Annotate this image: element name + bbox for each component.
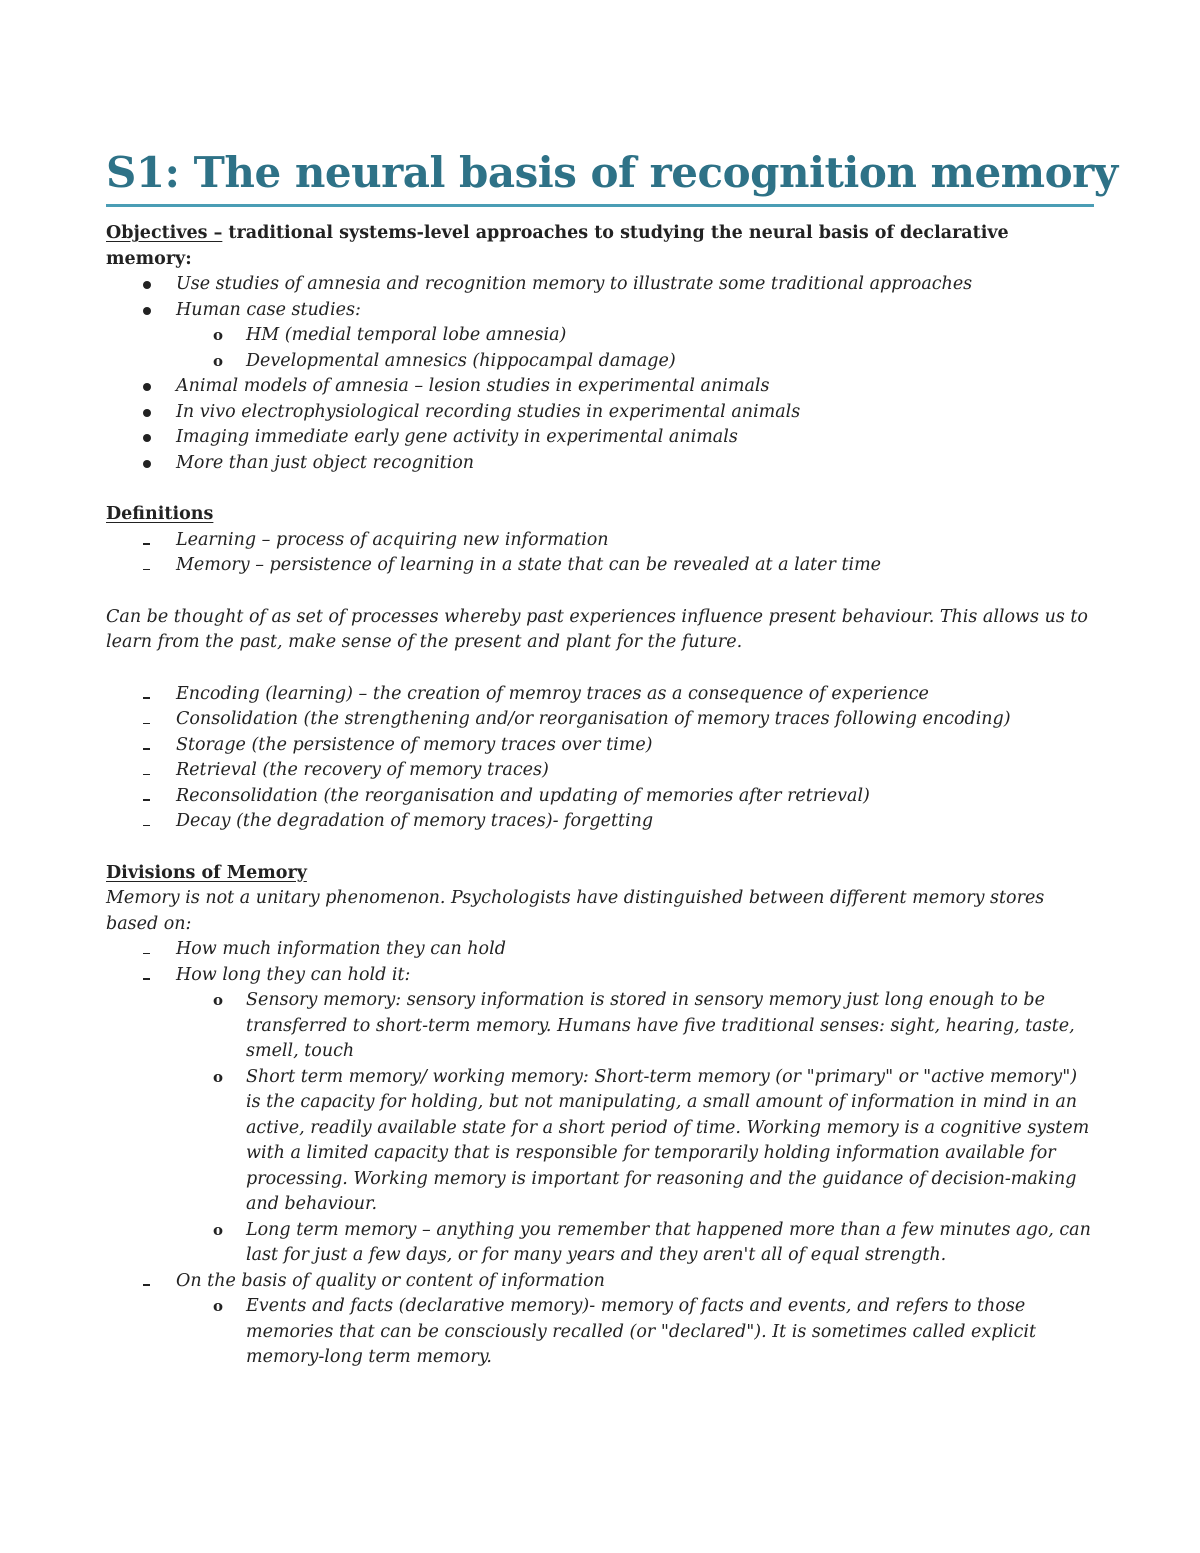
title-underline-rule (106, 204, 1094, 207)
case-studies-list (176, 323, 1096, 374)
list-item: Imaging immediate early gene activity in experimental animals (176, 425, 1096, 451)
definitions-heading: Definitions (106, 504, 214, 524)
definitions-paragraph: Can be thought of as set of processes whereby past experiences influence present behaviour. This allows us to learn from the past, make sense of the present and plant for the future. (106, 606, 1088, 652)
list-item: How much information they can hold (176, 937, 1096, 963)
memory-processes-list (106, 682, 1096, 835)
dash-icon (143, 825, 150, 827)
list-item: Consolidation (the strengthening and/or reorganisation of memory traces following encoding) (176, 707, 1096, 733)
document-body (106, 221, 1096, 1371)
duration-sublist (176, 988, 1096, 1269)
list-item: More than just object recognition (176, 451, 1096, 477)
list-item: Retrieval (the recovery of memory traces) (176, 758, 1096, 784)
list-item: Decay (the degradation of memory traces)- forgetting (176, 809, 1096, 835)
objectives-list (106, 272, 1096, 476)
bullet-icon (143, 434, 151, 442)
sub-bullet-icon: o (213, 351, 224, 370)
dash-icon (143, 748, 150, 750)
content-sublist (176, 1294, 1096, 1371)
dash-icon (143, 543, 150, 545)
list-item: o HM (medial temporal lobe amnesia) (246, 323, 1096, 349)
list-item: How long they can hold it: o Sensory memory: sensory information is stored in sensory memory just long enough to be transferred to short-term memory. Humans have five traditional senses: sight, hearing, taste, smell, touch o Short term memory/ working memory: Short-term memory (or "primary" or "active memory") is the capacity for holding, but not manipulating, a small amount of information in mind in an active, readily available state for a short period of time. Working memory is a cognitive system with a limited capacity that is responsible for temporarily holding information available for processing. Working memory is important for reasoning and the guidance of decision-making and behaviour. o Long term memory – anything you remember that happened more than a few minutes ago, can last for just a few days, or for many years and they aren't all of equal strength. (176, 963, 1096, 1269)
list-item: Reconsolidation (the reorganisation and updating of memories after retrieval) (176, 784, 1096, 810)
list-item: Animal models of amnesia – lesion studies in experimental animals (176, 374, 1096, 400)
list-item: Learning – process of acquiring new information (176, 528, 1096, 554)
dash-icon (143, 799, 150, 801)
sub-bullet-icon: o (213, 326, 224, 344)
sub-bullet-icon: o (213, 1297, 224, 1315)
list-item: Storage (the persistence of memory traces over time) (176, 733, 1096, 759)
dash-icon (143, 978, 150, 980)
list-item: o Developmental amnesics (hippocampal damage) (246, 349, 1096, 375)
list-item: On the basis of quality or content of information o Events and facts (declarative memory)- memory of facts and events, and refers to those memories that can be consciously recalled (or "declared"). It is sometimes called explicit memory-long term memory. (176, 1269, 1096, 1371)
list-item: o Events and facts (declarative memory)- memory of facts and events, and refers to those memories that can be consciously recalled (or "declared"). It is sometimes called explicit memory-long term memory. (213, 1296, 1037, 1367)
list-item: Use studies of amnesia and recognition memory to illustrate some traditional approaches (176, 272, 1096, 298)
divisions-intro: Memory is not a unitary phenomenon. Psychologists have distinguished between different memory stores based on: (106, 888, 1045, 934)
bullet-icon (143, 281, 151, 289)
list-item: o Sensory memory: sensory information is stored in sensory memory just long enough to be transferred to short-term memory. Humans have five traditional senses: sight, hearing, taste, smell, touch (213, 990, 1075, 1061)
bullet-icon (143, 409, 151, 417)
list-item: Encoding (learning) – the creation of memroy traces as a consequence of experience (176, 682, 1096, 708)
sub-bullet-icon: o (213, 1067, 224, 1086)
divisions-heading-line (106, 861, 1096, 887)
list-item: Memory – persistence of learning in a state that can be revealed at a later time (176, 553, 1096, 579)
bullet-icon (143, 307, 151, 315)
dash-icon (143, 569, 150, 571)
dash-icon (143, 697, 150, 699)
sub-bullet-icon: o (213, 1220, 224, 1239)
list-item: Human case studies: o HM (medial temporal lobe amnesia) o Developmental amnesics (hippocampal damage) (176, 298, 1096, 375)
objectives-intro: traditional systems-level approaches to studying the neural basis of declarative memory: (106, 223, 1009, 269)
divisions-heading: Divisions of Memory (106, 862, 307, 883)
sub-bullet-icon: o (213, 991, 224, 1009)
definitions-list (106, 528, 1096, 579)
list-item: In vivo electrophysiological recording studies in experimental animals (176, 400, 1096, 426)
dash-icon (143, 953, 150, 955)
dash-icon (143, 723, 150, 725)
list-item: o Long term memory – anything you remember that happened more than a few minutes ago, can last for just a few days, or for many years and they aren't all of equal strength. (213, 1219, 1091, 1265)
dash-icon (143, 774, 150, 776)
bullet-icon (143, 460, 151, 468)
definitions-heading-line (106, 502, 1096, 528)
divisions-list (106, 937, 1096, 1371)
objectives-paragraph (106, 221, 1096, 272)
bullet-icon (143, 383, 151, 391)
page-title: S1: The neural basis of recognition memory (106, 148, 1118, 197)
list-item: o Short term memory/ working memory: Short-term memory (or "primary" or "active memory") is the capacity for holding, but not manipulating, a small amount of information in mind in an active, readily available state for a short period of time. Working memory is a cognitive system with a limited capacity that is responsible for temporarily holding information available for processing. Working memory is important for reasoning and the guidance of decision-making and behaviour. (213, 1066, 1090, 1214)
objectives-heading: Objectives – (106, 223, 223, 243)
dash-icon (143, 1284, 150, 1286)
